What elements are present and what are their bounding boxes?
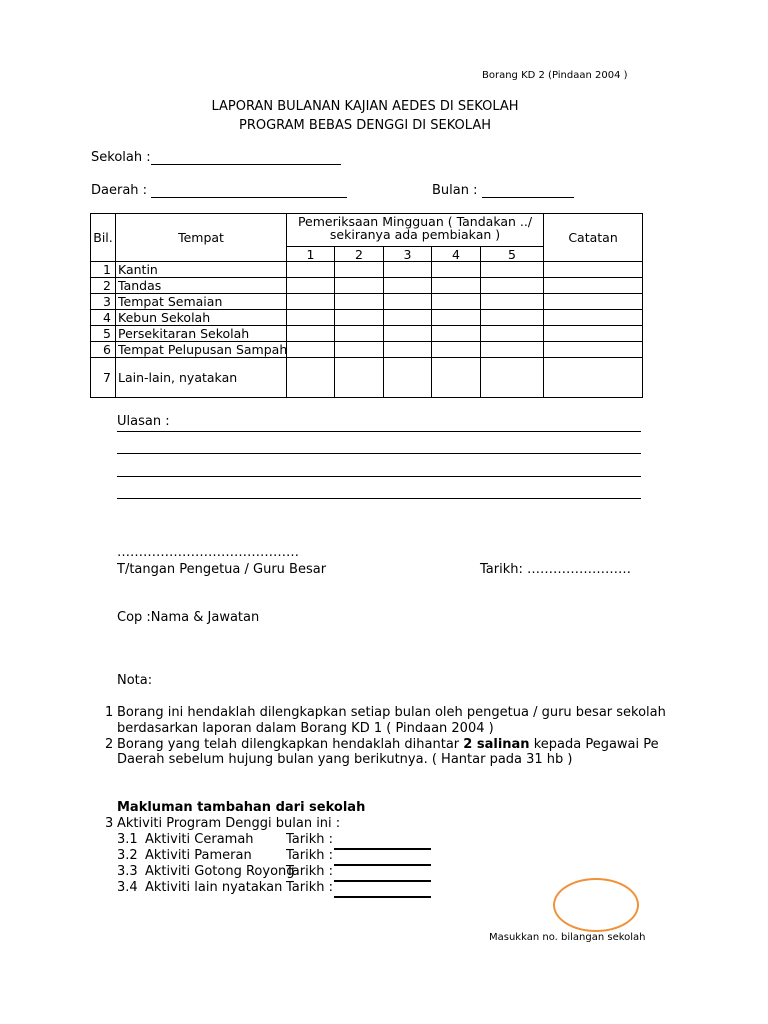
bulan-label: Bulan :: [432, 183, 478, 198]
check-cell[interactable]: [432, 262, 481, 278]
check-cell[interactable]: [335, 342, 384, 358]
check-cell[interactable]: [335, 278, 384, 294]
check-cell[interactable]: [335, 294, 384, 310]
check-cell[interactable]: [287, 278, 335, 294]
bulan-field[interactable]: [432, 183, 574, 198]
activity-number: 3.2: [117, 848, 138, 863]
catatan-cell[interactable]: [544, 310, 643, 326]
table-row: [91, 358, 643, 398]
table-row: [91, 278, 643, 294]
check-cell[interactable]: [384, 342, 432, 358]
check-cell[interactable]: [287, 326, 335, 342]
note-2-number: 2: [105, 737, 114, 752]
note-2-line-1: [117, 737, 659, 752]
ulasan-label: Ulasan :: [117, 414, 170, 429]
sekolah-label: Sekolah :: [91, 150, 151, 165]
catatan-cell[interactable]: [544, 278, 643, 294]
note-2-bold: 2 salinan: [463, 737, 530, 752]
note-1-number: 1: [105, 705, 114, 720]
sekolah-field[interactable]: [91, 150, 341, 165]
header-tempat: Tempat: [116, 214, 287, 262]
catatan-cell[interactable]: [544, 326, 643, 342]
week-header: 3: [384, 247, 432, 262]
catatan-cell[interactable]: [544, 342, 643, 358]
check-cell[interactable]: [481, 262, 544, 278]
week-header: 1: [287, 247, 335, 262]
check-cell[interactable]: [384, 278, 432, 294]
header-bil: Bil.: [91, 214, 116, 262]
makluman-heading: Makluman tambahan dari sekolah: [117, 800, 366, 815]
activity-label: Aktiviti Pameran: [145, 848, 252, 863]
check-cell[interactable]: [287, 358, 335, 398]
activity-label: Aktiviti lain nyatakan: [145, 880, 283, 895]
check-cell[interactable]: [384, 262, 432, 278]
sekolah-blank[interactable]: [151, 152, 341, 165]
check-cell[interactable]: [481, 278, 544, 294]
check-cell[interactable]: [481, 326, 544, 342]
activity-date-line[interactable]: [334, 864, 431, 866]
ulasan-line[interactable]: [117, 476, 641, 477]
ulasan-line[interactable]: [117, 498, 641, 499]
activity-date-line[interactable]: [334, 880, 431, 882]
check-cell[interactable]: [481, 310, 544, 326]
row-place: Persekitaran Sekolah: [116, 326, 287, 342]
note-2-text: Borang yang telah dilengkapkan hendaklah dihantar: [117, 737, 464, 752]
row-place: Kebun Sekolah: [116, 310, 287, 326]
header-pemeriksaan: [287, 214, 544, 247]
daerah-field[interactable]: [91, 183, 347, 198]
bulan-blank[interactable]: [482, 185, 574, 198]
signature-dots[interactable]: ……………………………………: [117, 545, 299, 560]
check-cell[interactable]: [432, 326, 481, 342]
row-place: Tempat Pelupusan Sampah: [116, 342, 287, 358]
table-row: [91, 294, 643, 310]
header-catatan: Catatan: [544, 214, 643, 262]
activity-date-label: Tarikh :: [286, 880, 333, 895]
form-code: Borang KD 2 (Pindaan 2004 ): [482, 70, 628, 81]
ulasan-line[interactable]: [117, 453, 641, 454]
note-1-line-2: berdasarkan laporan dalam Borang KD 1 ( Pindaan 2004 ): [117, 721, 494, 736]
activity-date-label: Tarikh :: [286, 832, 333, 847]
check-cell[interactable]: [335, 310, 384, 326]
activity-date-label: Tarikh :: [286, 864, 333, 879]
catatan-cell[interactable]: [544, 262, 643, 278]
week-header: 4: [432, 247, 481, 262]
table-row: [91, 310, 643, 326]
school-number-circle[interactable]: [553, 878, 639, 932]
table-row: [91, 326, 643, 342]
signature-label: T/tangan Pengetua / Guru Besar: [117, 562, 327, 577]
catatan-cell[interactable]: [544, 358, 643, 398]
check-cell[interactable]: [335, 326, 384, 342]
activity-date-label: Tarikh :: [286, 848, 333, 863]
activity-date-line[interactable]: [334, 896, 431, 898]
check-cell[interactable]: [481, 342, 544, 358]
check-cell[interactable]: [287, 310, 335, 326]
activity-number: 3.3: [117, 864, 138, 879]
note-1-line-1: Borang ini hendaklah dilengkapkan setiap bulan oleh pengetua / guru besar sekolah: [117, 705, 666, 720]
week-header: 2: [335, 247, 384, 262]
ulasan-line[interactable]: [117, 431, 641, 432]
row-number: 3: [91, 294, 116, 310]
row-place: Tandas: [116, 278, 287, 294]
activity-label: Aktiviti Ceramah: [145, 832, 254, 847]
note-2-text-end: kepada Pegawai Pe: [529, 737, 659, 752]
check-cell[interactable]: [384, 326, 432, 342]
check-cell[interactable]: [432, 278, 481, 294]
check-cell[interactable]: [335, 262, 384, 278]
title-line-2: PROGRAM BEBAS DENGGI DI SEKOLAH: [238, 118, 491, 133]
row-number: 7: [91, 358, 116, 398]
row-number: 5: [91, 326, 116, 342]
check-cell[interactable]: [432, 358, 481, 398]
header-pemeriksaan-line1: Pemeriksaan Mingguan ( Tandakan ../: [297, 214, 533, 229]
check-cell[interactable]: [287, 342, 335, 358]
activity-date-line[interactable]: [334, 848, 431, 850]
activity-label: Aktiviti Gotong Royong: [145, 864, 295, 879]
check-cell[interactable]: [481, 294, 544, 310]
daerah-blank[interactable]: [151, 185, 347, 198]
table-row: [91, 262, 643, 278]
title-line-1: LAPORAN BULANAN KAJIAN AEDES DI SEKOLAH: [211, 99, 519, 114]
row-number: 6: [91, 342, 116, 358]
check-cell[interactable]: [432, 342, 481, 358]
check-cell[interactable]: [432, 310, 481, 326]
note-2-line-2: Daerah sebelum hujung bulan yang berikutnya. ( Hantar pada 31 hb ): [117, 752, 573, 767]
inspection-table: [90, 213, 643, 398]
check-cell[interactable]: [384, 294, 432, 310]
row-number: 2: [91, 278, 116, 294]
week-header: 5: [481, 247, 544, 262]
nota-label: Nota:: [117, 673, 153, 688]
table-row: [91, 342, 643, 358]
check-cell[interactable]: [335, 358, 384, 398]
check-cell[interactable]: [287, 262, 335, 278]
check-cell[interactable]: [481, 358, 544, 398]
signature-date[interactable]: Tarikh: ……………………: [480, 562, 631, 577]
row-number: 1: [91, 262, 116, 278]
activity-number: 3.1: [117, 832, 138, 847]
daerah-label: Daerah :: [91, 183, 148, 198]
makluman-number: 3: [105, 816, 114, 831]
check-cell[interactable]: [287, 294, 335, 310]
row-number: 4: [91, 310, 116, 326]
activity-number: 3.4: [117, 880, 138, 895]
header-pemeriksaan-line2: sekiranya ada pembiakan ): [329, 227, 501, 242]
row-place: Kantin: [116, 262, 287, 278]
cop-label: Cop :Nama & Jawatan: [117, 610, 260, 625]
makluman-intro: Aktiviti Program Denggi bulan ini :: [117, 816, 341, 831]
check-cell[interactable]: [432, 294, 481, 310]
stamp-note: Masukkan no. bilangan sekolah: [489, 932, 646, 943]
row-place: Tempat Semaian: [116, 294, 287, 310]
check-cell[interactable]: [384, 310, 432, 326]
catatan-cell[interactable]: [544, 294, 643, 310]
row-place: Lain-lain, nyatakan: [116, 358, 287, 398]
check-cell[interactable]: [384, 358, 432, 398]
